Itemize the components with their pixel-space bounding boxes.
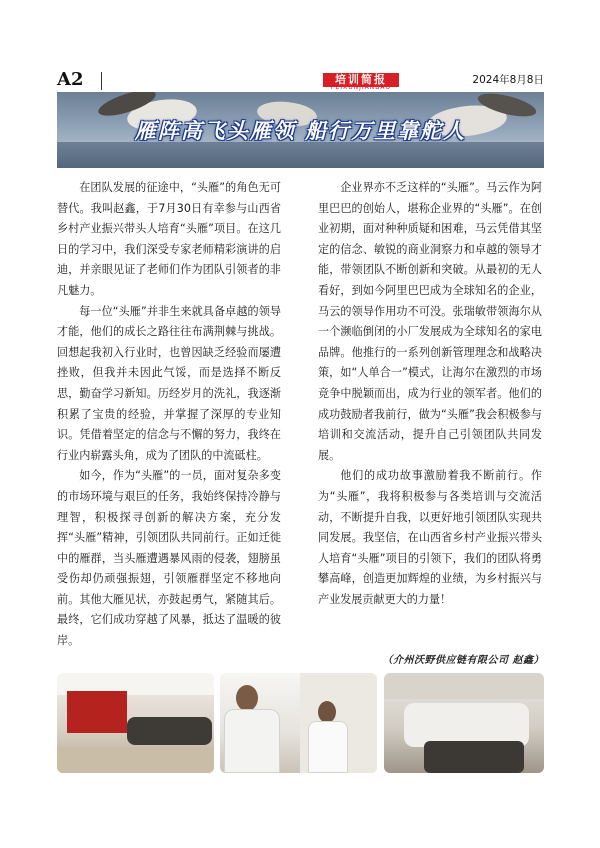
header-divider <box>101 72 102 90</box>
person-body <box>224 709 280 773</box>
newspaper-name: 培训简报 <box>323 73 399 87</box>
article-banner <box>57 92 544 168</box>
page-header <box>57 70 544 92</box>
people-group <box>127 717 212 745</box>
photo-lobby-group <box>57 673 214 773</box>
people-group <box>424 741 524 773</box>
photo-corridor-visit <box>384 673 544 773</box>
red-wall-panel <box>67 691 127 733</box>
issue-date: 2024年8月8日 <box>472 74 544 86</box>
paragraph: 如今，作为“头雁”的一员，面对复杂多变的市场环境与艰巨的任务，我始终保持冷静与理智，积极探寻创新的解决方案，充分发挥“头雁”精神，引领团队共同前行。正如迁徙中的雁群，当头雁遭遇暴风雨的侵袭，翅膀虽受伤却仍顽强振翅，引领雁群坚定不移地向前。其他大雁见状，亦鼓起勇气，紧随其后。最终，它们成功穿越了风暴，抵达了温暖的彼岸。 <box>57 469 281 648</box>
paragraph: 每一位“头雁”并非生来就具备卓越的领导才能，他们的成长之路往往布满荆棘与挑战。回想起我初入行业时，也曾因缺乏经验而屡遭挫败，但我并未因此气馁，而是选择不断反思，勤奋学习新知。历经岁月的洗礼，我逐渐积累了宝贵的经验，并掌握了深厚的专业知识。凭借着坚定的信念与不懈的努力，我终在行业内崭露头角，成为了团队的中流砥柱。 <box>57 304 281 462</box>
paragraph: 企业界亦不乏这样的“头雁”。马云作为阿里巴巴的创始人，堪称企业界的“头雁”。在创业初期，面对种种质疑和困难，马云凭借其坚定的信念、敏锐的商业洞察力和卓越的领导才能，带领团队不断创新和突破。从最初的无人看好，到如今阿里巴巴成为全球知名的企业，马云的领导作用功不可没。张瑞敏带领海尔从一个濒临倒闭的小厂发展成为全球知名的家电品牌。他推行的一系列创新管理理念和战略决策，如“人单合一”模式，让海尔在激烈的市场竞争中脱颖而出，成为行业的领军者。他们的成功鼓励者我前行，做为“头雁”我会积极参与培训和交流活动，提升自己引领团队共同发展。 <box>318 181 542 462</box>
article-column-left <box>57 178 281 652</box>
author-byline: （介州沃野供应链有限公司 赵鑫） <box>382 655 544 666</box>
banner-water <box>57 142 544 168</box>
newspaper-pinyin: PEIXUNJIANBAO <box>330 84 392 91</box>
person-head <box>318 701 336 723</box>
photo-man-taking-picture <box>220 673 377 773</box>
floor <box>57 747 214 773</box>
paragraph: 他们的成功故事激励着我不断前行。作为“头雁”，我将积极参与各类培训与交流活动，不断提升自我，以更好地引领团队实现共同发展。我坚信，在山西省乡村产业振兴带头人培育“头雁”项目的引领下，我们的团队将勇攀高峰，创造更加辉煌的业绩，为乡村振兴与产业发展贡献更大的力量！ <box>318 469 542 606</box>
banner-title: 雁阵高飞头雁领 船行万里靠舵人 <box>134 119 467 143</box>
article-column-right <box>318 178 542 610</box>
person-head <box>236 685 258 711</box>
paragraph: 在团队发展的征途中，“头雁”的角色无可替代。我叫赵鑫，于7月30日有幸参与山西省乡村产业振兴带头人培育“头雁”项目。在这几日的学习中，我们深受专家老师精彩演讲的启迪，并亲眼见证了老师们作为团队引领者的非凡魅力。 <box>57 181 281 297</box>
page-number: A2 <box>57 69 84 90</box>
corridor-ceiling <box>384 673 544 699</box>
person-body <box>308 721 348 773</box>
